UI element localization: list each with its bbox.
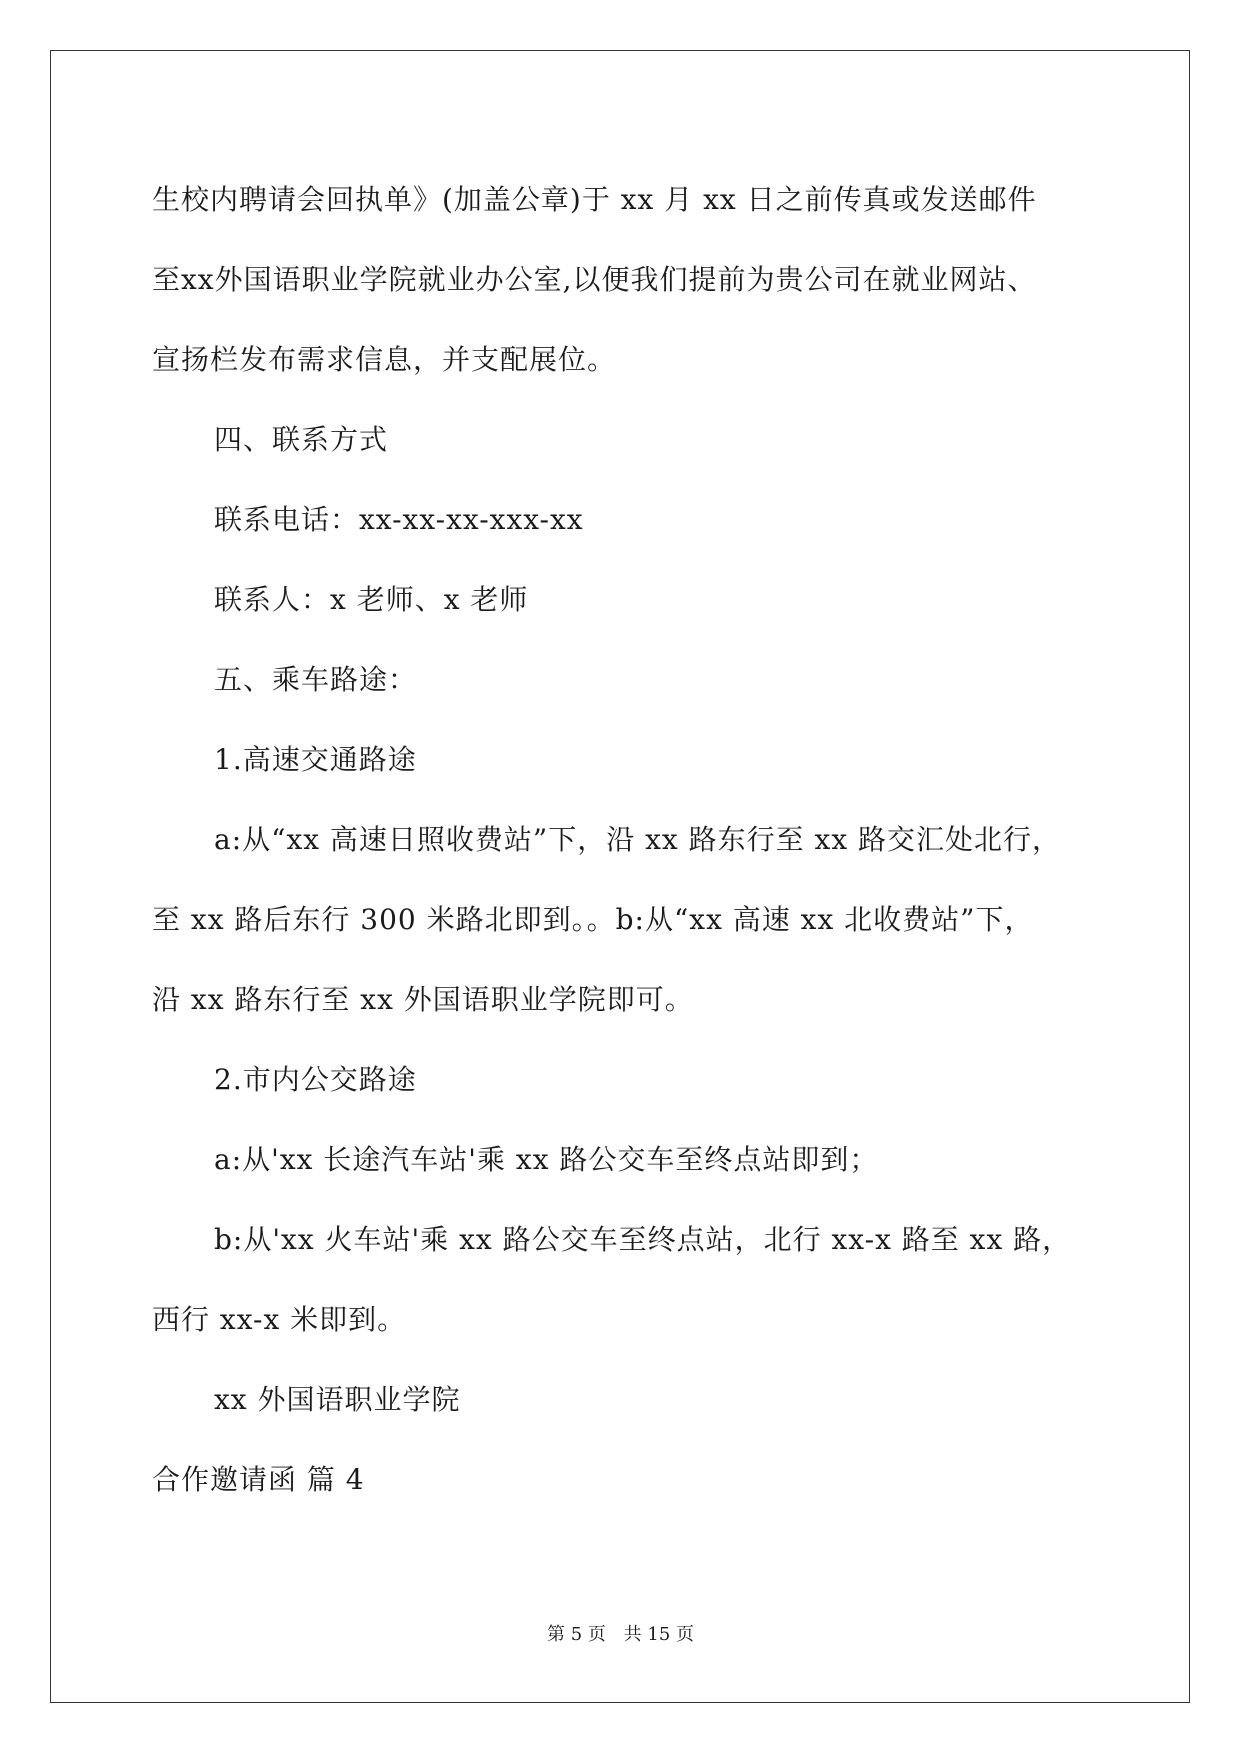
contact-person: 联系人：x 老师、x 老师 <box>214 583 529 616</box>
section-heading-route: 五、乘车路途： <box>214 663 418 696</box>
signature-institution: xx 外国语职业学院 <box>214 1383 461 1416</box>
text-line: 至xx外国语职业学院就业办公室,以便我们提前为贵公司在就业网站、 <box>152 263 1037 296</box>
contact-phone: 联系电话：xx-xx-xx-xxx-xx <box>214 503 584 536</box>
text-line: 宣扬栏发布需求信息，并支配展位。 <box>152 343 617 376</box>
text-line: 西行 xx-x 米即到。 <box>152 1303 407 1336</box>
section-title-letter-4: 合作邀请函 篇 4 <box>152 1463 365 1496</box>
subheading-highway-route: 1.高速交通路途 <box>214 743 417 776</box>
page-total: 共 15 页 <box>623 1624 694 1645</box>
section-heading-contact: 四、联系方式 <box>214 423 389 456</box>
text-line: b:从'xx 火车站'乘 xx 路公交车至终点站，北行 xx-x 路至 xx 路， <box>214 1223 1072 1256</box>
page-footer <box>0 1620 1241 1646</box>
subheading-bus-route: 2.市内公交路途 <box>214 1063 417 1096</box>
page-number: 第 5 页 <box>547 1624 606 1645</box>
text-line: a:从“xx 高速日照收费站”下，沿 xx 路东行至 xx 路交汇处北行， <box>214 823 1062 856</box>
text-line: 至 xx 路后东行 300 米路北即到。。b:从“xx 高速 xx 北收费站”下， <box>152 903 1034 936</box>
text-line: a:从'xx 长途汽车站'乘 xx 路公交车至终点站即到； <box>214 1143 879 1176</box>
document-body <box>152 160 1142 1520</box>
text-line: 生校内聘请会回执单》(加盖公章)于 xx 月 xx 日之前传真或发送邮件 <box>152 183 1037 216</box>
text-line: 沿 xx 路东行至 xx 外国语职业学院即可。 <box>152 983 694 1016</box>
